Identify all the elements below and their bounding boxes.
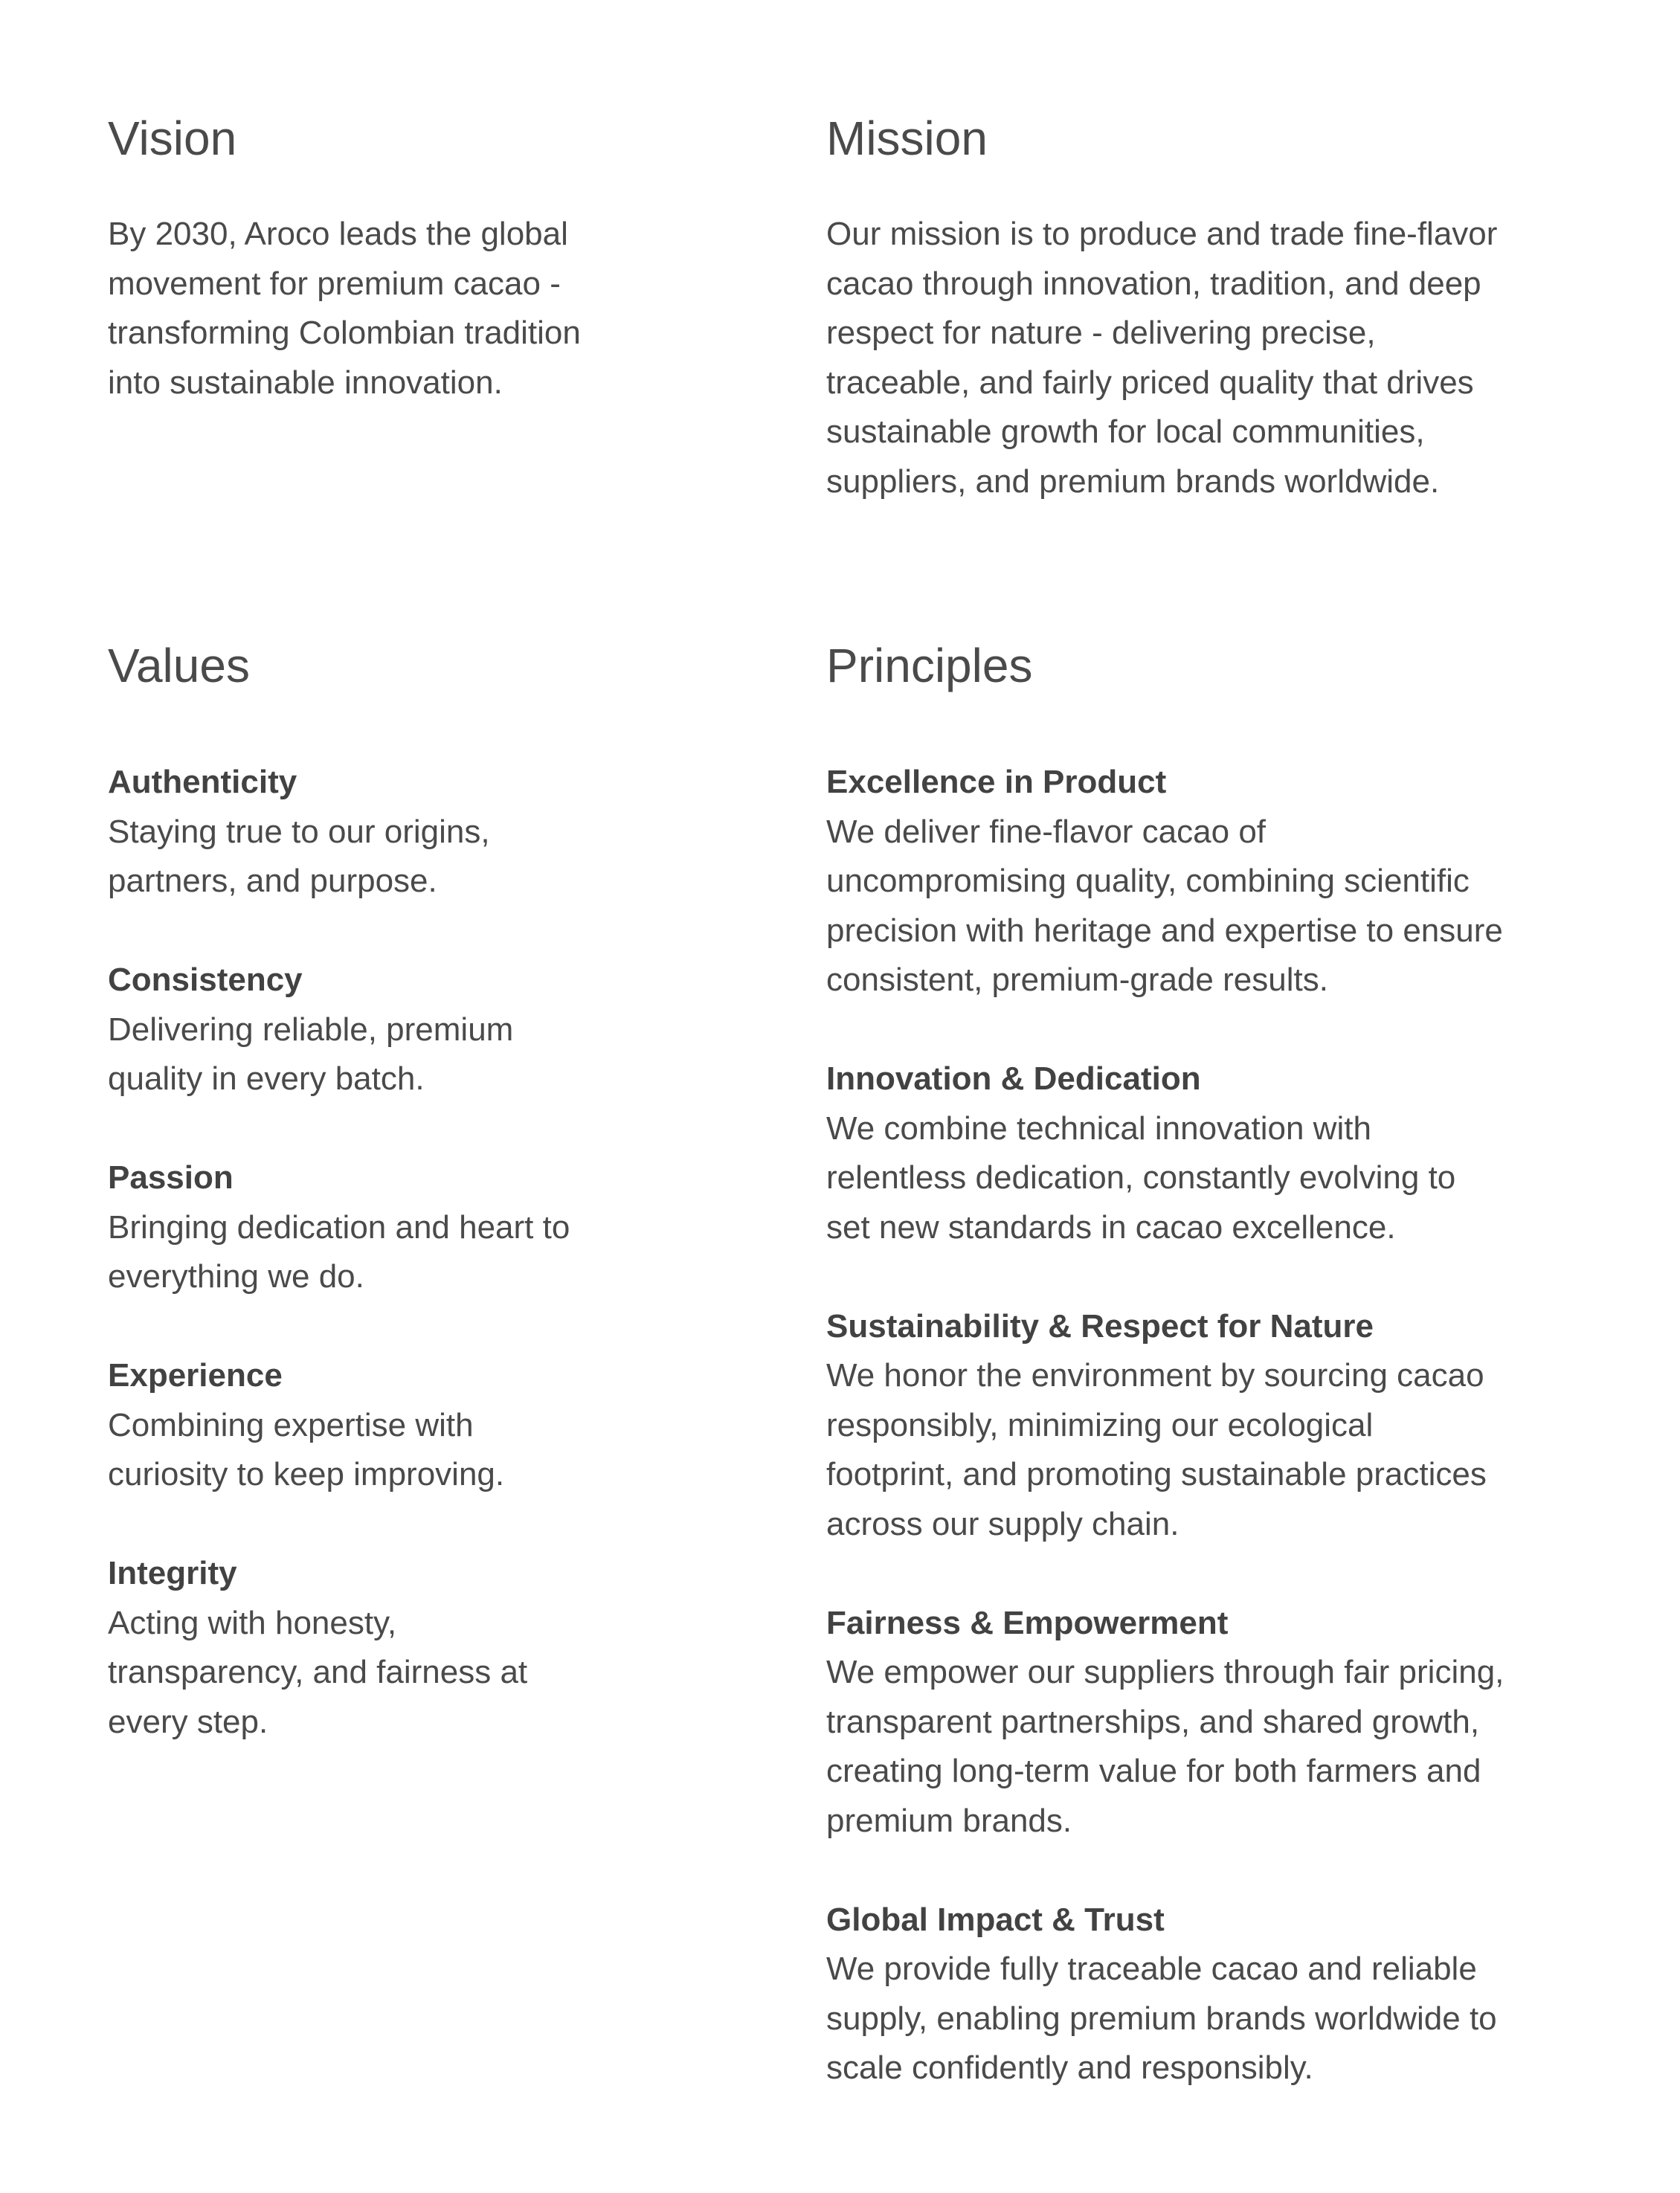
- value-description: [108, 1401, 673, 1500]
- value-description: [108, 1005, 673, 1104]
- value-item-integrity: [108, 1549, 673, 1747]
- values-list: [108, 758, 673, 1747]
- principle-line: We combine technical innovation with: [826, 1110, 1371, 1147]
- principle-line: premium brands.: [826, 1802, 1072, 1839]
- value-line: Combining expertise with: [108, 1406, 474, 1443]
- principle-title: Fairness & Empowerment: [826, 1604, 1229, 1641]
- vision-statement: [108, 210, 673, 408]
- value-line: quality in every batch.: [108, 1060, 425, 1097]
- principle-item-fairness: [826, 1599, 1615, 1846]
- principle-line: We deliver fine-flavor cacao of: [826, 813, 1267, 850]
- principle-line: precision with heritage and expertise to ensure: [826, 912, 1503, 949]
- vision-heading: Vision: [108, 112, 237, 165]
- principle-description: [826, 1104, 1615, 1253]
- value-title: Consistency: [108, 962, 303, 998]
- value-item-passion: [108, 1153, 673, 1302]
- value-line: every step.: [108, 1703, 268, 1740]
- principles-section: [826, 637, 1615, 2142]
- principle-line: We honor the environment by sourcing cacao: [826, 1357, 1484, 1394]
- vision-line: transforming Colombian tradition: [108, 315, 581, 351]
- value-line: Staying true to our origins,: [108, 813, 490, 850]
- mission-line: respect for nature - delivering precise,: [826, 315, 1376, 351]
- principle-item-global-impact: [826, 1896, 1615, 2093]
- mission-line: sustainable growth for local communities,: [826, 413, 1425, 450]
- vision-line: movement for premium cacao -: [108, 265, 561, 302]
- values-section: [108, 637, 673, 1797]
- value-line: transparency, and fairness at: [108, 1654, 528, 1690]
- principle-line: We provide fully traceable cacao and reliable: [826, 1951, 1477, 1987]
- value-title: Experience: [108, 1357, 283, 1394]
- value-description: [108, 808, 673, 906]
- value-line: partners, and purpose.: [108, 863, 437, 899]
- principle-line: supply, enabling premium brands worldwide to: [826, 2000, 1497, 2037]
- value-line: Bringing dedication and heart to: [108, 1208, 570, 1246]
- principle-item-innovation: [826, 1054, 1615, 1252]
- principle-title: Excellence in Product: [826, 764, 1167, 800]
- principle-line: transparent partnerships, and shared growth,: [826, 1703, 1480, 1740]
- vision-section: [108, 110, 673, 408]
- value-title: Integrity: [108, 1555, 237, 1591]
- principle-line: responsibly, minimizing our ecological: [826, 1406, 1374, 1443]
- mission-line: cacao through innovation, tradition, and deep: [826, 265, 1481, 302]
- mission-heading: Mission: [826, 112, 988, 165]
- principle-title: Sustainability & Respect for Nature: [826, 1307, 1374, 1345]
- value-line: Acting with honesty,: [108, 1604, 397, 1641]
- principle-line: set new standards in cacao excellence.: [826, 1208, 1396, 1246]
- principles-heading: Principles: [826, 639, 1033, 692]
- principle-line: footprint, and promoting sustainable practices: [826, 1456, 1487, 1492]
- value-title: Authenticity: [108, 764, 297, 800]
- principles-list: [826, 758, 1615, 2093]
- principle-line: uncompromising quality, combining scientific: [826, 863, 1470, 899]
- mission-line: suppliers, and premium brands worldwide.: [826, 463, 1440, 500]
- principle-description: [826, 1351, 1615, 1549]
- vision-line: By 2030, Aroco leads the global: [108, 216, 568, 252]
- value-item-authenticity: [108, 758, 673, 906]
- value-description: [108, 1599, 673, 1748]
- value-title: Passion: [108, 1159, 234, 1196]
- principle-title: Innovation & Dedication: [826, 1060, 1201, 1097]
- value-description: [108, 1203, 673, 1302]
- values-heading: Values: [108, 639, 250, 692]
- principle-line: across our supply chain.: [826, 1505, 1179, 1542]
- principle-line: We empower our suppliers through fair pricing,: [826, 1654, 1504, 1690]
- value-line: curiosity to keep improving.: [108, 1456, 505, 1492]
- principle-line: relentless dedication, constantly evolving to: [826, 1159, 1456, 1196]
- principle-line: creating long-term value for both farmers and: [826, 1753, 1481, 1789]
- principle-description: [826, 1945, 1615, 2093]
- mission-line: traceable, and fairly priced quality that drives: [826, 364, 1474, 401]
- mission-line: Our mission is to produce and trade fine-flavor: [826, 216, 1498, 252]
- principle-line: scale confidently and responsibly.: [826, 2049, 1313, 2086]
- value-item-consistency: [108, 956, 673, 1104]
- vision-line: into sustainable innovation.: [108, 364, 503, 401]
- value-line: Delivering reliable, premium: [108, 1011, 514, 1048]
- value-line: everything we do.: [108, 1258, 364, 1295]
- principle-line: consistent, premium-grade results.: [826, 962, 1328, 998]
- principle-item-sustainability: [826, 1302, 1615, 1550]
- principle-description: [826, 1648, 1615, 1846]
- principle-item-excellence: [826, 758, 1615, 1005]
- mission-statement: [826, 210, 1615, 506]
- value-item-experience: [108, 1351, 673, 1500]
- mission-section: [826, 110, 1615, 506]
- principle-title: Global Impact & Trust: [826, 1901, 1165, 1938]
- principle-description: [826, 808, 1615, 1005]
